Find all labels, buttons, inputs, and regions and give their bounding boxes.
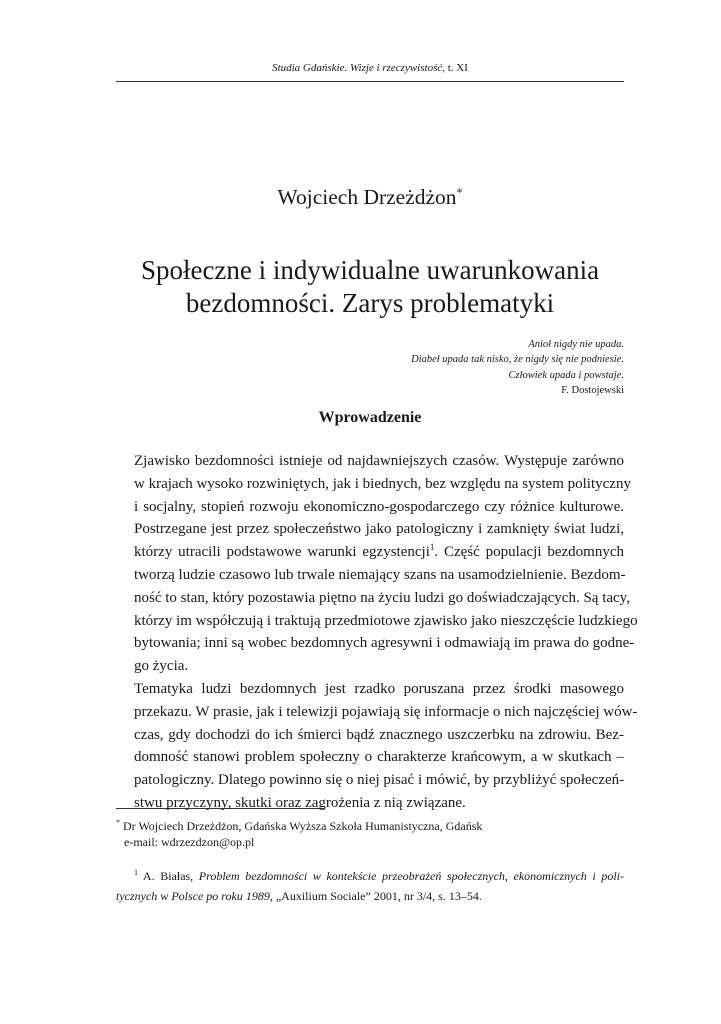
text-line: tworzą ludzie czasowo lub trwale niemający szans na usamodzielnienie. Bezdom- — [134, 566, 626, 583]
paragraph-2 — [116, 678, 638, 815]
footnote-author-line — [116, 819, 482, 833]
text-line: ność to stan, który pozostawia piętno na życiu ludzi go doświadczających. Są tacy, — [134, 589, 630, 606]
text-line: go życia. — [134, 658, 189, 675]
author-affiliation: Dr Wojciech Drzeżdżon, Gdańska Wyższa Szkoła Humanistyczna, Gdańsk — [120, 819, 483, 833]
author-email: e-mail: wdrzezdzon@op.pl — [124, 835, 255, 849]
footnote-1 — [116, 866, 624, 906]
epigraph — [204, 337, 624, 398]
text-line: przekazu. W prasie, jak i telewizji pojawiają się informacje o nich najczęściej wów- — [134, 703, 638, 720]
epigraph-line: Anioł nigdy nie upada. — [528, 339, 624, 350]
epigraph-line: Diabeł upada tak nisko, że nigdy się nie podniesie. — [411, 354, 624, 366]
text-line: stwu przyczyny, skutki oraz zagrożenia z nią związane. — [134, 794, 466, 811]
text-segment: którzy utracili podstawowe warunki egzystencji — [134, 544, 430, 561]
text-line: w krajach wysoko rozwiniętych, jak i biednych, bez względu na system polityczny — [134, 475, 631, 492]
footnote-rule — [116, 808, 324, 809]
running-head — [116, 62, 624, 74]
author-name: Wojciech Drzeżdżon — [277, 185, 457, 209]
text-line: Postrzegane jest przez społeczeństwo jako patologiczny i zamknięty świat ludzi, — [134, 521, 624, 538]
article-title — [116, 254, 624, 320]
text-line: którzy im współczują i traktują przedmiotowe zjawisko jako nieszczęście ludzkiego — [134, 612, 638, 629]
text-line: patologiczny. Dlatego powinno się o niej pisać i mówić, by przybliżyć społeczeń- — [134, 772, 625, 789]
footnote-line — [116, 866, 624, 886]
journal-volume: t. XI — [445, 62, 468, 74]
footnote-number: 1 — [134, 868, 138, 877]
text-line: domność stanowi problem społeczny o charakterze krańcowym, a w skutkach – — [134, 749, 624, 766]
title-line-2: bezdomności. Zarys problematyki — [185, 288, 555, 318]
epigraph-attribution: F. Dostojewski — [561, 384, 624, 396]
author-footnote-mark: * — [456, 185, 463, 199]
text-line — [116, 541, 624, 564]
epigraph-line: Człowiek upada i powstaje. — [508, 369, 624, 381]
section-heading: Wprowadzenie — [318, 409, 422, 426]
text-line: i socjalny, stopień rozwoju ekonomiczno-gospodarczego czy różnice kulturowe. — [134, 498, 624, 515]
author-name-block — [116, 185, 624, 210]
footnote-author-ref: A. Białas, — [138, 869, 199, 883]
text-line: bytowania; inni są wobec bezdomnych agresywni i odmawiają im prawa do godne- — [134, 635, 635, 652]
footnote-source: , „Auxilium Sociale” 2001, nr 3/4, s. 13–54. — [269, 889, 482, 903]
header-rule — [116, 81, 624, 82]
footnote-ref-1: 1 — [429, 542, 435, 553]
journal-title: Studia Gdańskie. Wizje i rzeczywistość, — [272, 62, 445, 74]
text-line: Tematyka ludzi bezdomnych jest rzadko poruszana przez środki masowego — [134, 680, 624, 697]
footnote-work-title: tycznych w Polsce po roku 1989 — [116, 889, 270, 903]
footnote-author — [116, 818, 624, 850]
text-line: Zjawisko bezdomności istnieje od najdawniejszych czasów. Występuje zarówno — [134, 453, 624, 469]
body-text — [116, 450, 638, 815]
title-line-1: Społeczne i indywidualne uwarunkowania — [140, 255, 600, 285]
footnote-mark: * — [116, 818, 120, 827]
footnote-work-title: Problem bezdomności w kontekście przeobrażeń społecznych, ekonomicznych i poli- — [198, 869, 624, 883]
text-segment: . Część populacji bezdomnych — [434, 544, 624, 561]
footnote-line — [116, 886, 624, 906]
text-line: czas, gdy dochodzi do ich śmierci bądź znacznego uszczerbku na zdrowiu. Bez- — [134, 726, 624, 743]
paragraph-1 — [116, 450, 638, 678]
